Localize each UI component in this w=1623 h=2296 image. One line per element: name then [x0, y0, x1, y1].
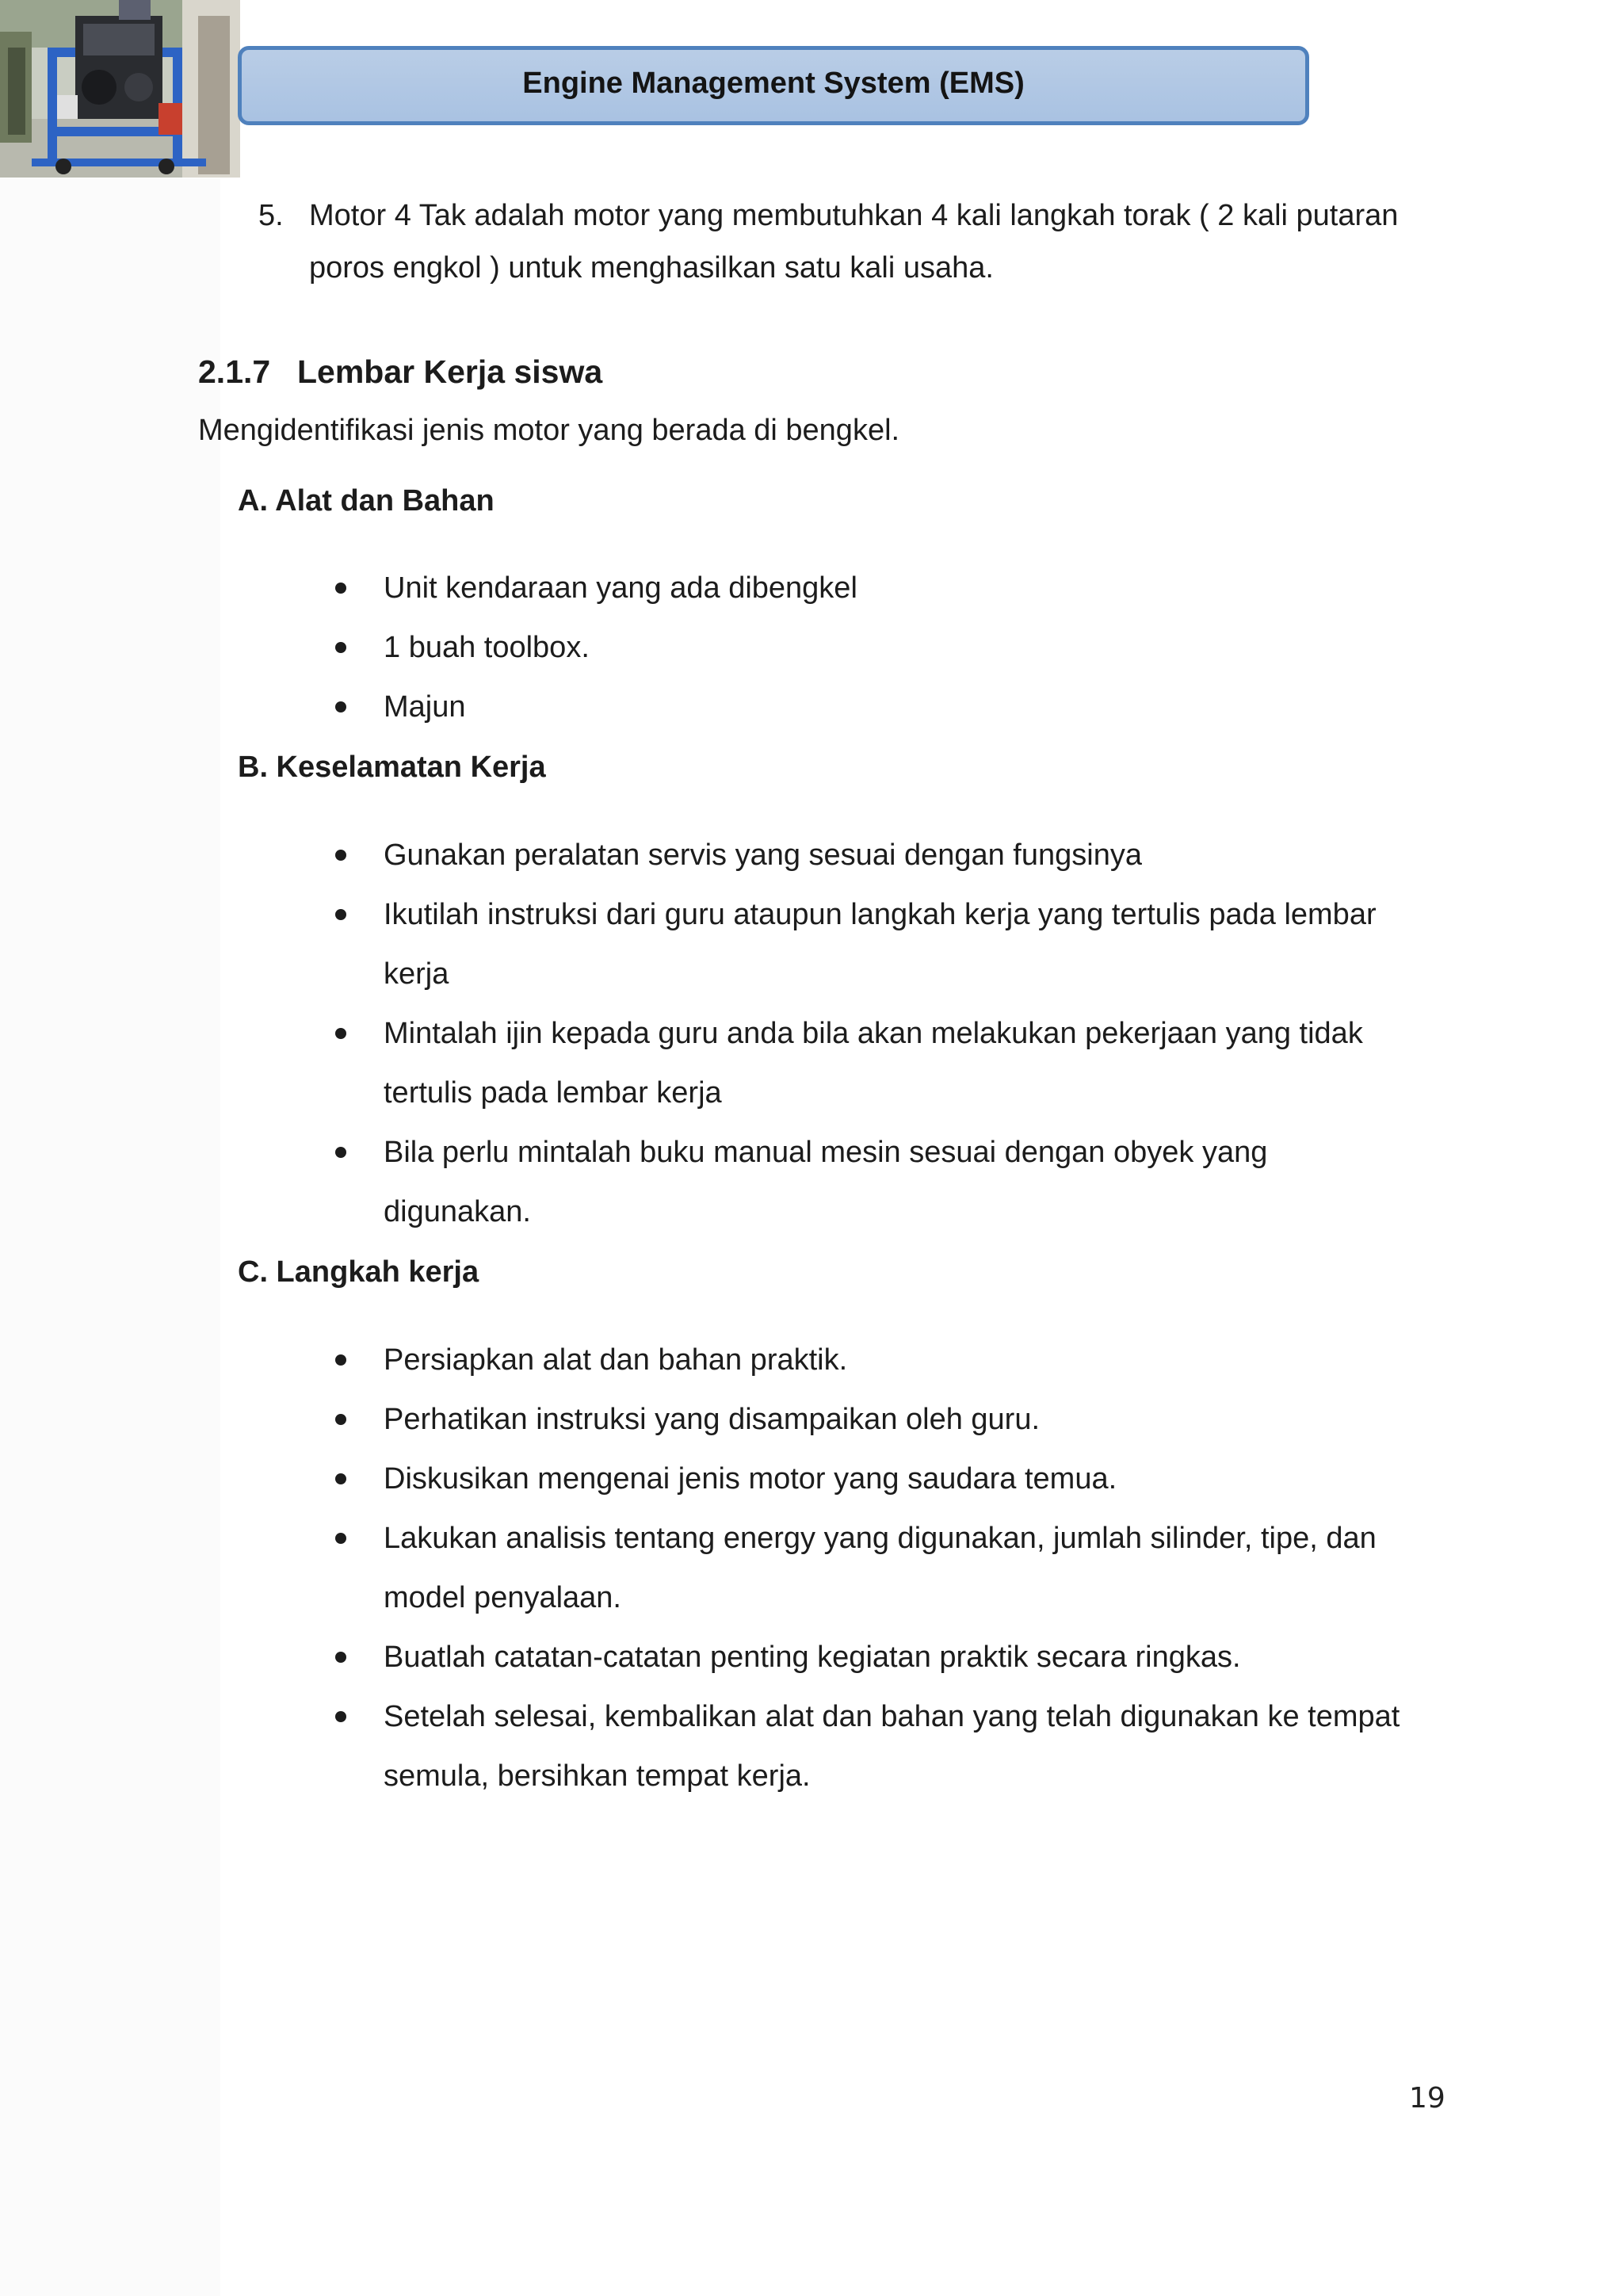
list-item: Lakukan analisis tentang energy yang digunakan, jumlah silinder, tipe, dan — [384, 1522, 1377, 1555]
list-item: Persiapkan alat dan bahan praktik. — [384, 1343, 848, 1377]
page-number: 19 — [1409, 2082, 1445, 2115]
list-item-continuation: semula, bersihkan tempat kerja. — [384, 1759, 811, 1793]
list-item: Buatlah catatan-catatan penting kegiatan praktik secara ringkas. — [384, 1641, 1241, 1674]
list-item-continuation: digunakan. — [384, 1195, 531, 1228]
bullet-dot — [335, 642, 346, 653]
item-5-line-2: poros engkol ) untuk menghasilkan satu kali usaha. — [309, 251, 994, 285]
engine-trainer-photo — [0, 0, 240, 178]
part-a-heading: A. Alat dan Bahan — [238, 484, 495, 518]
bullet-dot — [335, 583, 346, 594]
list-item: Bila perlu mintalah buku manual mesin sesuai dengan obyek yang — [384, 1136, 1268, 1169]
list-item-continuation: model penyalaan. — [384, 1581, 621, 1614]
bullet-dot — [335, 1711, 346, 1722]
section-intro: Mengidentifikasi jenis motor yang berada di bengkel. — [198, 414, 900, 447]
list-item: Gunakan peralatan servis yang sesuai dengan fungsinya — [384, 839, 1142, 872]
list-item-continuation: tertulis pada lembar kerja — [384, 1076, 722, 1110]
page-shade — [0, 178, 220, 2296]
part-b-heading: B. Keselamatan Kerja — [238, 751, 546, 784]
bullet-dot — [335, 1414, 346, 1425]
bullet-dot — [335, 1533, 346, 1544]
list-item: 1 buah toolbox. — [384, 631, 590, 664]
list-item: Unit kendaraan yang ada dibengkel — [384, 571, 857, 605]
bullet-dot — [335, 1473, 346, 1484]
bullet-dot — [335, 850, 346, 861]
list-item: Setelah selesai, kembalikan alat dan bahan yang telah digunakan ke tempat — [384, 1700, 1400, 1733]
bullet-dot — [335, 701, 346, 712]
bullet-dot — [335, 1147, 346, 1158]
item-5-number: 5. — [258, 199, 284, 232]
part-c-heading: C. Langkah kerja — [238, 1255, 479, 1289]
header-banner — [238, 46, 1309, 125]
bullet-dot — [335, 1028, 346, 1039]
item-5-line-1: Motor 4 Tak adalah motor yang membutuhkan 4 kali langkah torak ( 2 kali putaran — [309, 199, 1399, 232]
list-item: Perhatikan instruksi yang disampaikan oleh guru. — [384, 1403, 1041, 1436]
section-title: Lembar Kerja siswa — [297, 353, 603, 390]
bullet-dot — [335, 1354, 346, 1366]
list-item: Diskusikan mengenai jenis motor yang saudara temua. — [384, 1462, 1117, 1496]
list-item: Majun — [384, 690, 466, 724]
list-item: Ikutilah instruksi dari guru ataupun langkah kerja yang tertulis pada lembar — [384, 898, 1377, 931]
bullet-dot — [335, 909, 346, 920]
list-item-continuation: kerja — [384, 957, 449, 991]
bullet-dot — [335, 1652, 346, 1663]
header-title: Engine Management System (EMS) — [522, 66, 1025, 100]
list-item: Mintalah ijin kepada guru anda bila akan melakukan pekerjaan yang tidak — [384, 1017, 1363, 1050]
section-number: 2.1.7 — [198, 353, 271, 390]
